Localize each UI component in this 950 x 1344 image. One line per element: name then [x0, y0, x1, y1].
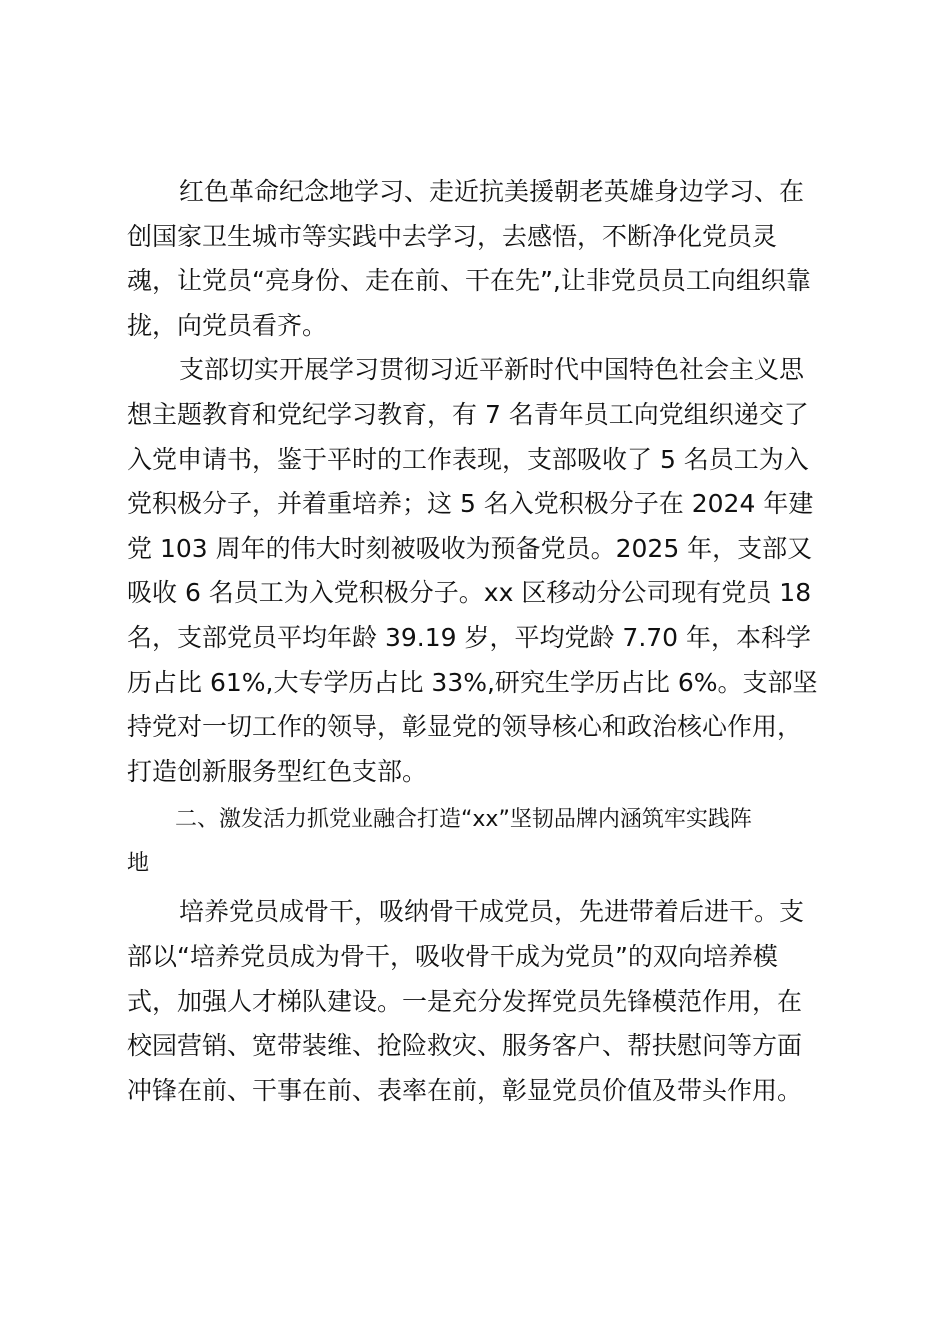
paragraph-2	[127, 348, 827, 794]
paragraph-line: 持党对一切工作的领导，彰显党的领导核心和政治核心作用，	[127, 712, 803, 742]
paragraph-line: 入党申请书，鉴于平时的工作表现，支部吸收了 5 名员工为入	[127, 444, 809, 474]
paragraph-line: 党积极分子，并着重培养；这 5 名入党积极分子在 2024 年建	[127, 489, 814, 519]
paragraph-line: 部以“培养党员成为骨干，吸收骨干成为党员”的双向培养模	[127, 941, 778, 971]
paragraph-line: 吸收 6 名员工为入党积极分子。xx 区移动分公司现有党员 18	[127, 578, 812, 608]
paragraph-1	[127, 170, 827, 348]
section-heading	[127, 798, 827, 886]
paragraph-line: 魂，让党员“亮身份、走在前、干在先”,让非党员员工向组织靠	[127, 266, 811, 296]
paragraph-line: 党 103 周年的伟大时刻被吸收为预备党员。2025 年，支部又	[127, 533, 813, 563]
paragraph-line: 想主题教育和党纪学习教育，有 7 名青年员工向党组织递交了	[127, 399, 809, 429]
heading-line: 二、激发活力抓党业融合打造“xx”坚韧品牌内涵筑牢实践阵	[175, 807, 752, 833]
paragraph-line: 历占比 61%,大专学历占比 33%,研究生学历占比 6%。支部坚	[127, 667, 818, 697]
paragraph-line: 打造创新服务型红色支部。	[127, 756, 428, 786]
paragraph-line: 校园营销、宽带装维、抢险救灾、服务客户、帮扶慰问等方面	[127, 1031, 803, 1061]
paragraph-line: 支部切实开展学习贯彻习近平新时代中国特色社会主义思	[179, 355, 805, 385]
paragraph-line: 培养党员成骨干，吸纳骨干成党员，先进带着后进干。支	[179, 897, 805, 927]
paragraph-line: 创国家卫生城市等实践中去学习，去感悟，不断净化党员灵	[127, 221, 778, 251]
document-body	[127, 170, 827, 1113]
paragraph-line: 拢，向党员看齐。	[127, 310, 328, 340]
paragraph-line: 名，支部党员平均年龄 39.19 岁，平均党龄 7.70 年，本科学	[127, 622, 812, 652]
paragraph-line: 式，加强人才梯队建设。一是充分发挥党员先锋模范作用，在	[127, 986, 803, 1016]
paragraph-3	[127, 890, 827, 1113]
paragraph-line: 冲锋在前、干事在前、表率在前，彰显党员价值及带头作用。	[127, 1075, 803, 1105]
paragraph-line: 红色革命纪念地学习、走近抗美援朝老英雄身边学习、在	[179, 177, 805, 206]
heading-line: 地	[127, 851, 150, 877]
